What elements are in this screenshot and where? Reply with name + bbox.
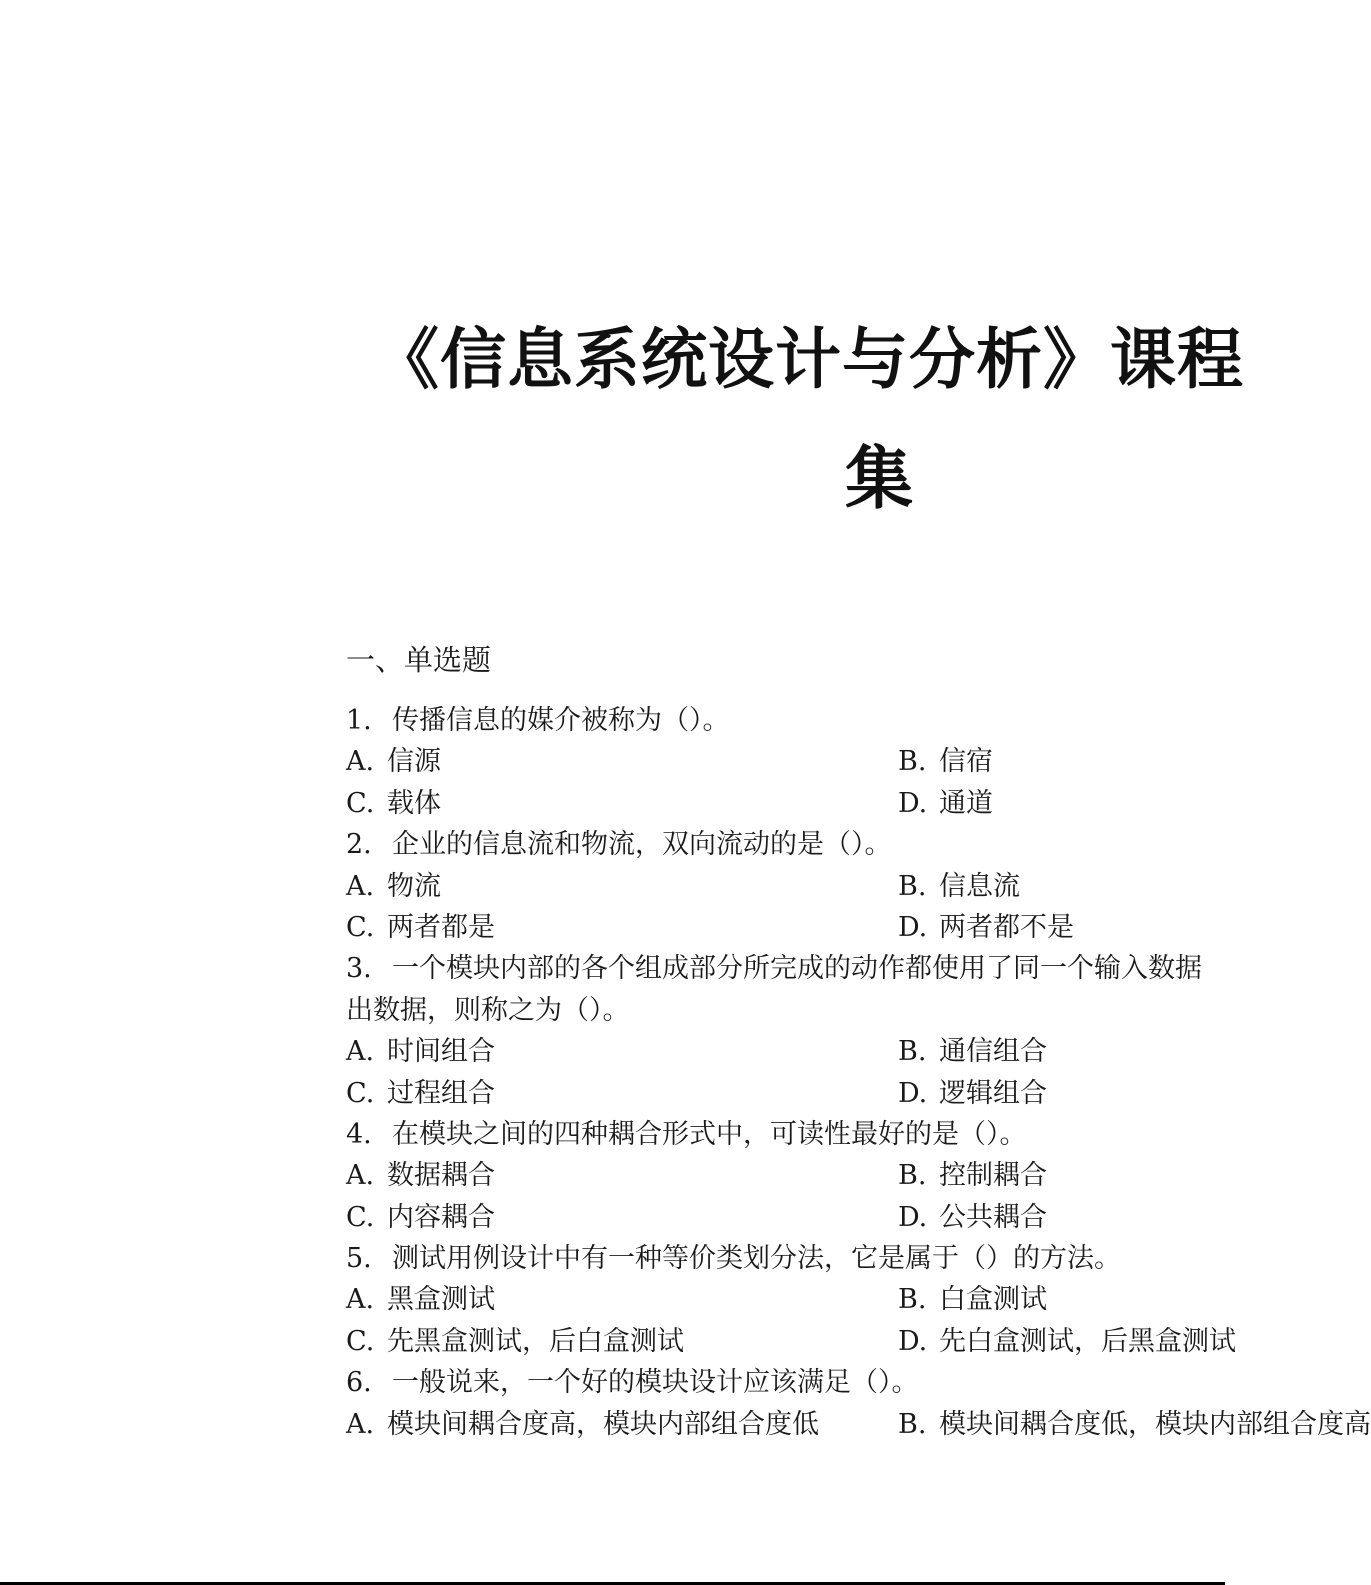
option-row [346,783,1225,824]
option-d [898,1321,1236,1362]
option-text: 数据耦合 [387,1160,495,1192]
option-letter: B. [898,1160,927,1192]
question-6 [346,1362,1371,1445]
option-text: 模块间耦合度低，模块内部组合度高 [939,1408,1371,1440]
option-text: 逻辑组合 [939,1077,1047,1109]
option-text: 控制耦合 [939,1160,1047,1192]
option-text: 白盒测试 [939,1284,1047,1316]
option-text: 过程组合 [387,1077,495,1109]
option-text: 载体 [387,787,441,819]
option-c [346,1321,684,1362]
option-c [346,783,441,824]
question-number: 6. [346,1367,372,1399]
question-stem: 一个模块内部的各个组成部分所完成的动作都使用了同一个输入数据 [392,953,1202,985]
question-text [346,1114,1225,1155]
option-d [898,783,993,824]
option-c [346,907,495,948]
question-number: 5. [346,1243,372,1275]
option-d [898,907,1074,948]
option-b [898,1404,1371,1445]
question-number: 1. [346,705,372,736]
option-row [346,1197,1225,1238]
question-stem: 在模块之间的四种耦合形式中，可读性最好的是（）。 [392,1118,1027,1150]
option-b [898,1155,1047,1196]
option-letter: D. [898,1077,928,1109]
option-letter: A. [346,746,375,778]
option-letter: D. [898,911,928,943]
option-b [898,866,1020,907]
option-text: 两者都是 [387,911,495,943]
option-text: 信息流 [939,870,1020,902]
option-letter: D. [898,1325,928,1357]
question-text [346,1238,1225,1279]
option-c [346,1197,495,1238]
question-stem: 一般说来，一个好的模块设计应该满足（）。 [392,1367,919,1399]
question-stem: 测试用例设计中有一种等价类划分法，它是属于（）的方法。 [392,1243,1121,1275]
option-text: 模块间耦合度高，模块内部组合度低 [387,1408,819,1440]
option-letter: D. [898,1201,928,1233]
question-stem: 企业的信息流和物流，双向流动的是（）。 [392,829,892,861]
question-text [346,1362,1225,1403]
option-a [346,1279,495,1320]
option-letter: B. [898,870,927,902]
option-letter: C. [346,911,375,943]
option-a [346,1031,495,1072]
option-letter: A. [346,1284,375,1316]
question-continuation: 出数据，则称之为（）。 [346,994,630,1026]
question-1 [346,700,1225,824]
option-letter: C. [346,1325,375,1357]
option-letter: B. [898,1284,927,1316]
section-heading: 一、单选题 [346,643,492,677]
question-5 [346,1238,1236,1362]
option-letter: B. [898,1036,927,1068]
question-number: 3. [346,953,372,985]
option-text: 先白盒测试，后黑盒测试 [939,1325,1236,1357]
option-text: 黑盒测试 [387,1284,495,1316]
option-text: 物流 [387,870,441,902]
option-row [346,741,1225,782]
option-a [346,1404,819,1445]
option-text: 公共耦合 [939,1201,1047,1233]
question-2 [346,824,1225,948]
option-b [898,741,993,782]
option-letter: D. [898,787,928,819]
document-body [346,638,1371,1440]
option-row [346,1031,1225,1072]
option-d [898,1197,1047,1238]
option-letter: C. [346,1077,375,1109]
option-a [346,741,441,782]
question-text [346,948,1225,989]
option-row [346,1155,1225,1196]
title-line-2: 集 [845,440,914,519]
option-text: 两者都不是 [939,911,1074,943]
option-text: 信宿 [939,746,993,778]
option-d [898,1073,1047,1114]
option-row [346,866,1225,907]
option-row [346,1321,1236,1362]
option-row [346,907,1225,948]
title-line-1: 《信息系统设计与分析》课程 [373,321,1244,398]
option-row [346,1073,1225,1114]
option-letter: C. [346,1201,375,1233]
option-c [346,1073,495,1114]
option-letter: C. [346,787,375,819]
option-text: 时间组合 [387,1036,495,1068]
option-letter: B. [898,746,927,778]
option-a [346,1155,495,1196]
option-text: 先黑盒测试，后白盒测试 [387,1325,684,1357]
option-text: 通信组合 [939,1036,1047,1068]
option-b [898,1279,1047,1320]
option-a [346,866,441,907]
question-3 [346,948,1225,1114]
option-row [346,1404,1371,1445]
option-row [346,1279,1225,1320]
option-text: 通道 [939,787,993,819]
option-text: 内容耦合 [387,1201,495,1233]
question-stem: 传播信息的媒介被称为（）。 [392,705,730,736]
option-b [898,1031,1047,1072]
option-letter: A. [346,870,375,902]
question-text [346,824,1225,865]
option-text: 信源 [387,746,441,778]
question-number: 2. [346,829,372,861]
question-number: 4. [346,1118,372,1150]
option-letter: A. [346,1408,375,1440]
option-letter: B. [898,1408,927,1440]
question-text [346,700,1225,741]
question-4 [346,1114,1225,1238]
option-letter: A. [346,1160,375,1192]
option-letter: A. [346,1036,375,1068]
